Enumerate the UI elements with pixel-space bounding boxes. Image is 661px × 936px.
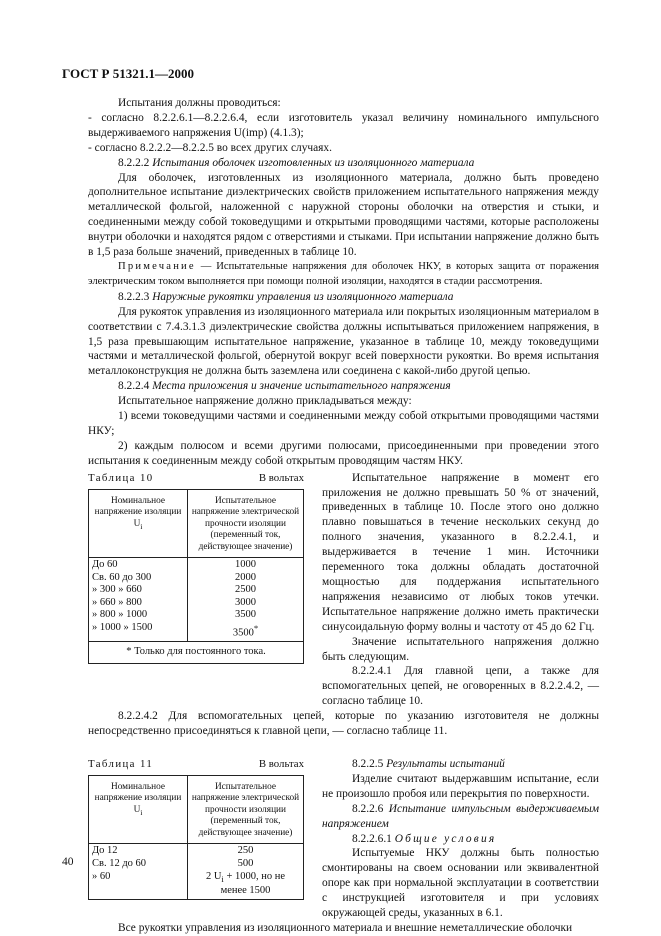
table-cell: менее 1500 (220, 885, 271, 897)
main-text (88, 96, 599, 936)
final-paragraph: Все рукоятки управления из изоляционного материала и внешние неметаллические оболочки (118, 921, 573, 934)
tests-item-1: - согласно 8.2.2.6.1—8.2.2.6.4, если изготовитель указал величину номинального импульсного выдерживаемого напряжения U(imp) (4.1.3); (88, 111, 599, 139)
table-cell: 3500* (232, 623, 259, 639)
table11-unit: В вольтах (258, 757, 304, 770)
tests-intro: Испытания должны проводиться: (118, 97, 281, 109)
section-number: 8.2.2.3 (118, 290, 150, 303)
table11-caption (88, 757, 304, 772)
table10-block (88, 471, 599, 710)
table-cell: 2000 (235, 571, 256, 583)
table-cell: Св. 60 до 300 (92, 571, 152, 583)
table11-header-right: Испытательное напряжение электрической прочности изоляции (переменный ток, действующее значение) (188, 775, 304, 844)
table10-header-left: Номинальное напряжение изоляции $U_i$ (89, 489, 188, 558)
table11-voltage-ranges (89, 844, 188, 899)
table-cell: » 1000 » 1500 (92, 622, 153, 634)
section-8225-body: Изделие считают выдержавшим испытание, если не произошло пробоя или перекрытия по поверхности. (322, 772, 599, 800)
table11-block (88, 757, 599, 921)
section-number: 8.2.2.6 (352, 802, 384, 815)
table11-header-left: Номинальное напряжение изоляции $U_i$ (89, 775, 188, 844)
section-8224-item-2: 2) каждым полюсом и всеми другими полюсами, присоединенными при проведении этого испытания к соединенным между собой открытым проводящим частям НКУ. (88, 439, 599, 467)
table-cell: До 12 (92, 845, 118, 857)
table11-side-text (322, 757, 599, 921)
section-8224-item-1: 1) всеми токоведущими частями и соединенными между собой открытыми проводящими частями НКУ; (88, 410, 599, 437)
table-cell: » 60 (92, 870, 111, 882)
test-voltage-paragraph: Испытательное напряжение в момент его приложения не должно превышать 50 % от значений, приведенных в таблице 10. После этого оно должно плавно повышаться в течение нескольких секунд до полного значения, указанного в 8.2.2.4.1, и выдерживается в течение 1 мин. Источники переменного тока должны обладать достаточной мощностью для поддержания испытательного напряжения независимо от любых токов утечки. Испытательное напряжение должно иметь практически синусоидальную форму волны и частоту от 45 до 62 Гц. (322, 471, 599, 633)
table-cell: 500 (237, 857, 254, 869)
table10-voltage-ranges (89, 558, 188, 642)
table-10 (88, 489, 304, 664)
table11-test-voltages (188, 844, 304, 899)
table-cell: До 60 (92, 559, 118, 571)
section-8226-heading (322, 802, 599, 832)
table10-test-voltages (188, 558, 304, 642)
section-title: Испытание импульсным выдерживаемым напряжением (322, 802, 599, 830)
section-82261-body: Испытуемые НКУ должны быть полностью смонтированы на своем основании или эквивалентной опоре как при нормальной эксплуатации в соответствии с инструкцией изготовителя и при условиях окружающей среды, указанных в 6.1. (322, 847, 599, 920)
table-cell: 250 (237, 845, 254, 857)
table-cell: 1000 (235, 559, 256, 571)
table10-header-right: Испытательное напряжение электрической прочности изоляции (переменный ток, действующее значение) (188, 489, 304, 558)
section-title: Общие условия (394, 832, 497, 845)
section-title: Места приложения и значение испытательного напряжения (152, 380, 451, 393)
section-title: Испытания оболочек изготовленных из изоляционного материала (152, 156, 475, 169)
section-8224-heading (88, 379, 599, 394)
section-8222-body: Для оболочек, изготовленных из изоляционного материала, должно быть проведено дополнительное испытание диэлектрических свойств приложением испытательного напряжения между металлической фольгой, наложенной с наружной стороны оболочки на отверстия и стыки, и соединенными между собой токоведущими и открытыми проводящими частями, которые расположены внутри оболочки и находятся рядом с отверстиями и стыками. При испытании напряжение должно быть в 1,5 раза больше значений, приведенных в таблице 10. (88, 171, 599, 259)
table-cell: » 800 » 1000 (92, 609, 148, 621)
table-cell: 3500 (235, 609, 256, 621)
section-8223-heading (88, 290, 599, 305)
section-8223-body: Для рукояток управления из изоляционного материала или покрытых изоляционным материалом в соответствии с 7.4.3.1.3 диэлектрические свойства должны испытываться приложением напряжения, в 1,5 раза превышающим испытательное напряжение, указанное в таблице 10, между токоведущими частями и металлической фольгой, обернутой вокруг всей поверхности рукоятки. Во время испытания металлоконструкция не должна быть заземлена или соединена с какой-либо другой цепью. (88, 305, 599, 378)
section-number: 8.2.2.4 (118, 380, 150, 393)
table10-label: Таблица 10 (88, 471, 154, 484)
table11-column (88, 757, 304, 921)
section-number: 8.2.2.5 (352, 757, 384, 770)
tests-item-2: - согласно 8.2.2.2—8.2.2.5 во всех других случаях. (88, 141, 332, 154)
table11-label: Таблица 11 (88, 757, 154, 770)
table-cell: 2 $U_i + 1000$, но не (205, 870, 286, 884)
note-paragraph (88, 260, 599, 290)
table10-side-text (322, 471, 599, 710)
note-label: Примечание (118, 260, 196, 272)
section-title: Наружные рукоятки управления из изоляционного материала (152, 290, 454, 303)
table-11 (88, 775, 304, 900)
section-title: Результаты испытаний (386, 757, 505, 770)
section-82241: 8.2.2.4.1 Для главной цепи, а также для вспомогательных цепей, не оговоренных в 8.2.2.4.2, — согласно таблице 10. (322, 665, 599, 708)
section-8224-intro: Испытательное напряжение должно прикладываться между: (118, 395, 412, 408)
page-number: 40 (62, 856, 74, 868)
standard-header: ГОСТ Р 51321.1—2000 (62, 66, 194, 81)
table-cell: 3000 (235, 596, 256, 608)
table-cell: » 300 » 660 (92, 584, 142, 596)
section-82242: 8.2.2.4.2 Для вспомогательных цепей, которые по указанию изготовителя не должны непосредственно присоединяться к главной цепи, — согласно таблице 11. (88, 710, 599, 738)
table10-footnote: * Только для постоянного тока. (89, 642, 304, 664)
table-cell: 2500 (235, 584, 256, 596)
table10-column (88, 471, 304, 710)
section-number: 8.2.2.6.1 (352, 832, 392, 845)
test-voltage-value-paragraph: Значение испытательного напряжения должно быть следующим. (322, 635, 599, 663)
note-text: — Испытательные напряжения для оболочек НКУ, в которых защита от поражения электрическим током выполняется при помощи полной изоляции, находятся в стадии рассмотрения. (88, 260, 599, 287)
section-8222-heading (88, 156, 599, 171)
table10-caption (88, 471, 304, 486)
section-8225-heading (322, 757, 599, 772)
section-number: 8.2.2.2 (118, 156, 150, 169)
section-82261-heading (322, 832, 599, 847)
table-cell: Св. 12 до 60 (92, 857, 147, 869)
table-cell: » 660 » 800 (92, 596, 142, 608)
table10-unit: В вольтах (258, 471, 304, 484)
